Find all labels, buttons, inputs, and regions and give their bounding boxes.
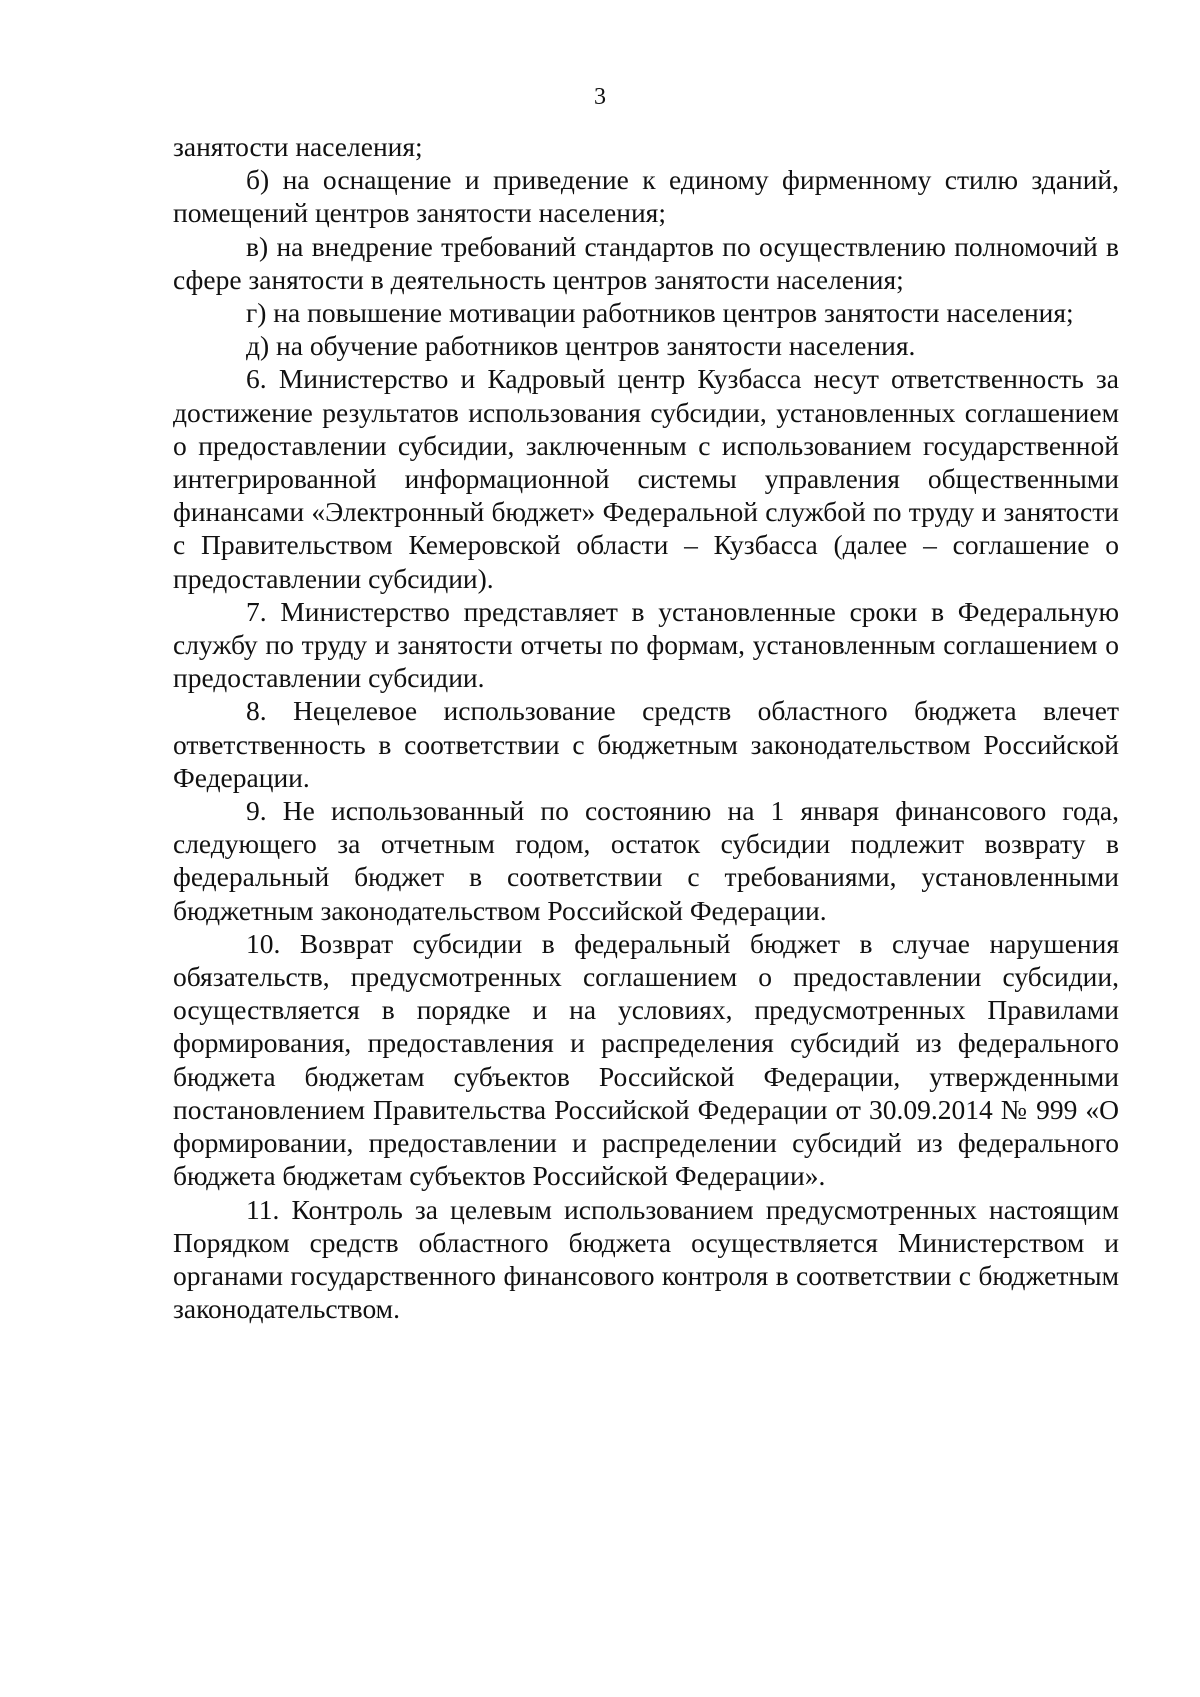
paragraph-item-v: в) на внедрение требований стандартов по осуществлению полномочий в сфере занятости в деятельность центров занятости населения; bbox=[173, 230, 1119, 295]
paragraph-9: 9. Не использованный по состоянию на 1 января финансового года, следующего за отчетным годом, остаток субсидии подлежит возврату в федеральный бюджет в соответствии с требованиями, установленными бюджетным законодательством Российской Федерации. bbox=[173, 795, 1119, 926]
paragraph-continuation: занятости населения; bbox=[173, 131, 423, 162]
document-body bbox=[173, 130, 1119, 1325]
paragraph-item-b: б) на оснащение и приведение к единому фирменному стилю зданий, помещений центров занятости населения; bbox=[173, 164, 1119, 229]
paragraph-6: 6. Министерство и Кадровый центр Кузбасса несут ответственность за достижение результатов использования субсидии, установленных соглашением о предоставлении субсидии, заключенным с использованием государственной интегрированной информационной системы управления общественными финансами «Электронный бюджет» Федеральной службой по труду и занятости с Правительством Кемеровской области – Кузбасса (далее – соглашение о предоставлении субсидии). bbox=[173, 363, 1119, 594]
paragraph-item-g: г) на повышение мотивации работников центров занятости населения; bbox=[246, 297, 1074, 329]
paragraph-item-d: д) на обучение работников центров занятости населения. bbox=[246, 330, 916, 362]
paragraph-11: 11. Контроль за целевым использованием предусмотренных настоящим Порядком средств областного бюджета осуществляется Министерством и органами государственного финансового контроля в соответствии с бюджетным законодательством. bbox=[173, 1193, 1119, 1325]
paragraph-10: 10. Возврат субсидии в федеральный бюджет в случае нарушения обязательств, предусмотренных соглашением о предоставлении субсидии, осуществляется в порядке и на условиях, предусмотренных Правилами формирования, предоставления и распределения субсидий из федерального бюджета бюджетам субъектов Российской Федерации, утвержденными постановлением Правительства Российской Федерации от 30.09.2014 № 999 «О формировании, предоставлении и распределении субсидий из федерального бюджета бюджетам субъектов Российской Федерации». bbox=[173, 927, 1119, 1192]
paragraph-7: 7. Министерство представляет в установленные сроки в Федеральную службу по труду и занятости отчеты по формам, установленным соглашением о предоставлении субсидии. bbox=[173, 595, 1119, 694]
paragraph-8: 8. Нецелевое использование средств областного бюджета влечет ответственность в соответствии с бюджетным законодательством Российской Федерации. bbox=[173, 695, 1119, 793]
page-number: 3 bbox=[594, 84, 606, 110]
